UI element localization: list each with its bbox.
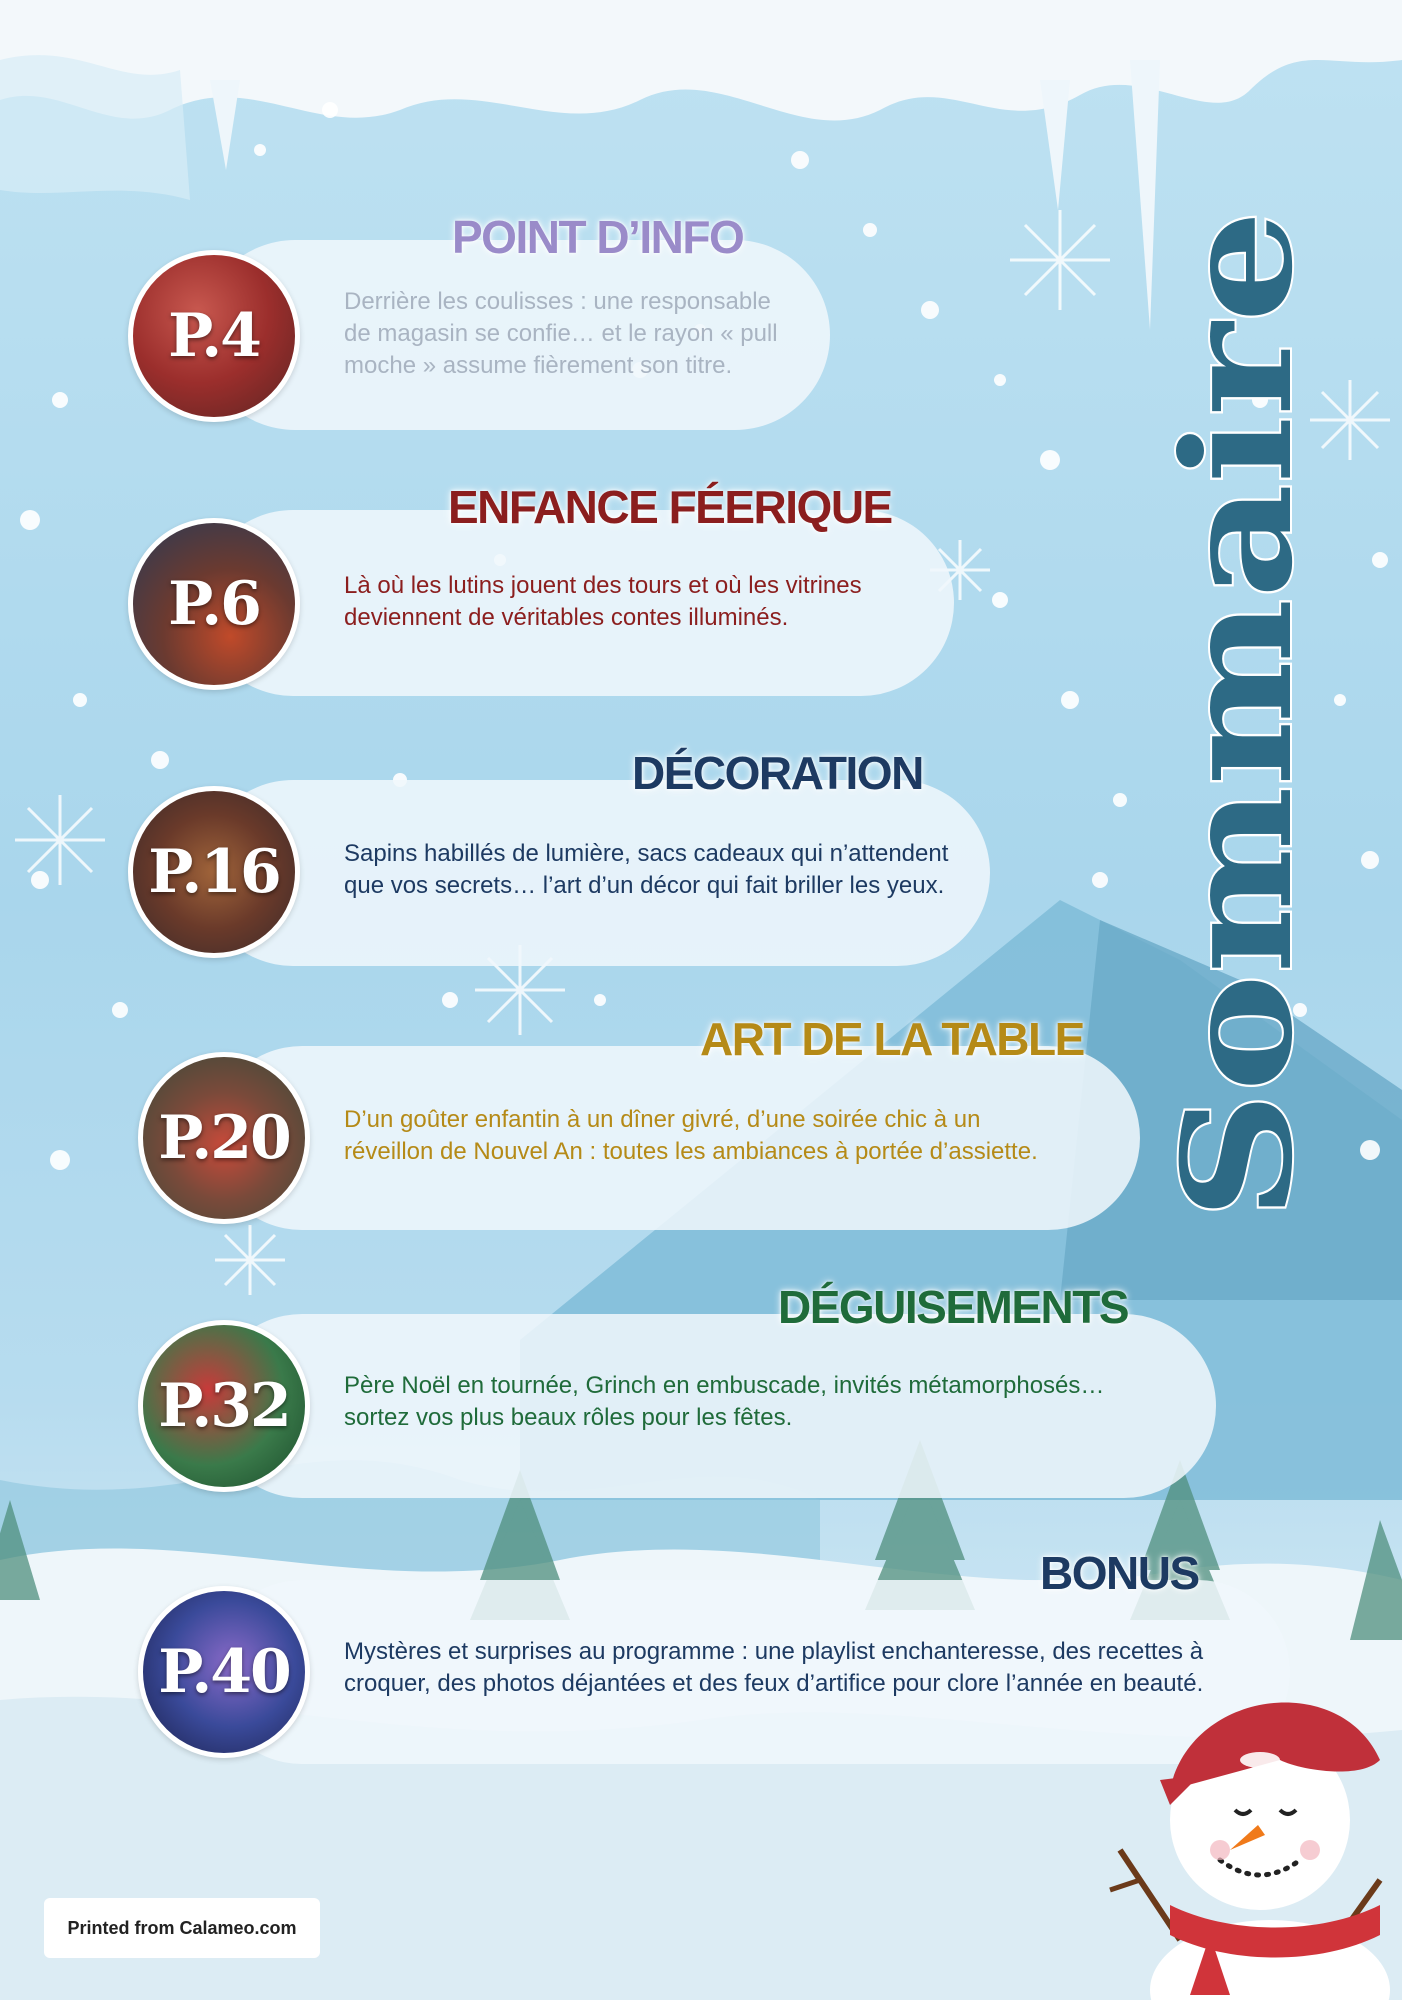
entry-deguisements-description: Père Noël en tournée, Grinch en embuscade, invités métamorphosés… sortez vos plus beaux rôles pour les fêtes. bbox=[344, 1372, 1105, 1431]
entry-enfance-description: Là où les lutins jouent des tours et où les vitrines deviennent de véritables contes illuminés. bbox=[344, 572, 862, 631]
entry-deguisements-page: P.32 bbox=[158, 1371, 290, 1441]
entry-decoration-page: P.16 bbox=[148, 837, 280, 907]
entry-bonus-badge[interactable] bbox=[138, 1586, 310, 1758]
entry-enfance-heading: ENFANCE FÉERIQUE bbox=[448, 481, 892, 533]
entry-bonus-description: Mystères et surprises au programme : une playlist enchanteresse, des recettes à croquer, des photos déjantées et des feux d’artifice pour clore l’année en beauté. bbox=[344, 1638, 1204, 1697]
entry-enfance-badge[interactable] bbox=[128, 518, 300, 690]
entry-art-table-heading: ART DE LA TABLE bbox=[700, 1013, 1084, 1065]
entry-point-info-heading: POINT D’INFO bbox=[452, 211, 744, 263]
entry-point-info-badge[interactable] bbox=[128, 250, 300, 422]
entry-decoration-badge[interactable] bbox=[128, 786, 300, 958]
entry-art-table-badge[interactable] bbox=[138, 1052, 310, 1224]
entry-bonus-page: P.40 bbox=[158, 1637, 290, 1707]
entry-bonus-heading: BONUS bbox=[1040, 1547, 1199, 1599]
page-title-text: Sommaire bbox=[1150, 365, 1326, 1220]
entry-point-info-description: Derrière les coulisses : une responsable de magasin se confie… et le rayon « pull moche » assume fièrement son titre. bbox=[344, 288, 778, 379]
entry-art-table-description: D’un goûter enfantin à un dîner givré, d’une soirée chic à un réveillon de Nouvel An : toutes les ambiances à portée d’assiette. bbox=[344, 1106, 1038, 1165]
page-title bbox=[1150, 200, 1326, 1230]
entry-art-table-page: P.20 bbox=[158, 1103, 290, 1173]
entry-deguisements-heading: DÉGUISEMENTS bbox=[778, 1281, 1129, 1333]
snowman-icon bbox=[1080, 1700, 1402, 2000]
entry-decoration-heading: DÉCORATION bbox=[632, 747, 923, 799]
entry-decoration-description: Sapins habillés de lumière, sacs cadeaux qui n’attendent que vos secrets… l’art d’un décor qui fait briller les yeux. bbox=[344, 840, 949, 899]
entry-point-info-page: P.4 bbox=[168, 301, 260, 371]
entry-enfance-page: P.6 bbox=[168, 569, 260, 639]
printed-from-badge[interactable]: Printed from Calameo.com bbox=[44, 1898, 320, 1958]
entry-deguisements-badge[interactable] bbox=[138, 1320, 310, 1492]
